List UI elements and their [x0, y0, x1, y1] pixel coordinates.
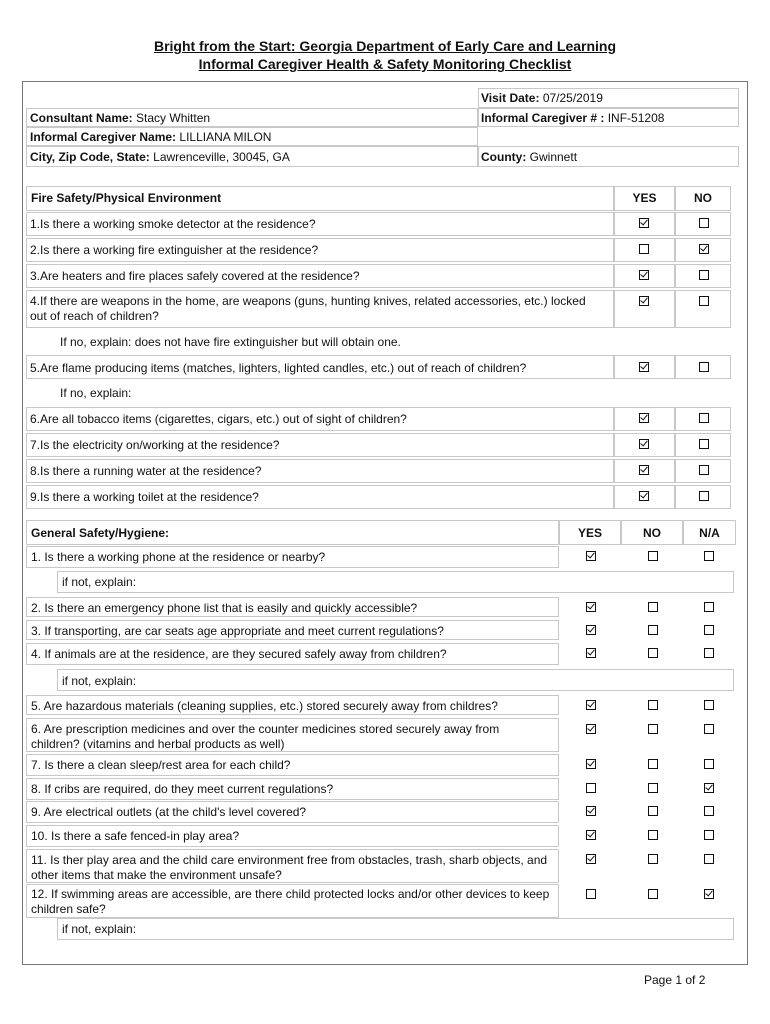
- general-yes-header: YES: [577, 526, 602, 540]
- general-explain-12-box: [57, 918, 734, 940]
- fire-q5-yes-checkbox[interactable]: [639, 362, 649, 372]
- page-subtitle: Informal Caregiver Health & Safety Monitoring Checklist: [198, 56, 572, 72]
- fire-q7-yes-checkbox[interactable]: [639, 439, 649, 449]
- fire-q3-yes-checkbox[interactable]: [639, 270, 649, 280]
- fire-q5-no-checkbox[interactable]: [699, 362, 709, 372]
- general-q6-na-checkbox[interactable]: [704, 724, 714, 734]
- general-question-6: 6. Are prescription medicines and over the counter medicines stored securely away from children? (vitamins and herbal products as well): [31, 722, 500, 751]
- fire-q8-yes-checkbox[interactable]: [639, 465, 649, 475]
- fire-question-5: 5.Are flame producing items (matches, lighters, lighted candles, etc.) out of reach of children?: [30, 361, 527, 375]
- general-question-11: 11. Is ther play area and the child care environment free from obstacles, trash, sharb objects, and other items that make the environment unsafe?: [31, 853, 548, 882]
- general-q11-na-checkbox[interactable]: [704, 854, 714, 864]
- general-q3-na-checkbox[interactable]: [704, 625, 714, 635]
- fire-q6-no-checkbox[interactable]: [699, 413, 709, 423]
- fire-question-8: 8.Is there a running water at the residence?: [30, 464, 262, 478]
- general-q7-no-checkbox[interactable]: [648, 759, 658, 769]
- general-q5-yes-checkbox[interactable]: [586, 700, 596, 710]
- fire-question-6: 6.Are all tobacco items (cigarettes, cigars, etc.) out of sight of children?: [30, 412, 407, 426]
- general-q8-yes-checkbox[interactable]: [586, 783, 596, 793]
- caregiver-number-field: Informal Caregiver # : INF-51208: [481, 111, 665, 125]
- general-explain-4: if not, explain:: [62, 674, 137, 688]
- general-q4-no-checkbox[interactable]: [648, 648, 658, 658]
- fire-question-7: 7.Is the electricity on/working at the residence?: [30, 438, 280, 452]
- general-question-8: 8. If cribs are required, do they meet current regulations?: [31, 782, 334, 796]
- general-q3-no-checkbox[interactable]: [648, 625, 658, 635]
- fire-yes-header: YES: [632, 191, 657, 205]
- general-q11-yes-checkbox[interactable]: [586, 854, 596, 864]
- fire-no-header: NO: [694, 191, 712, 205]
- general-no-header: NO: [643, 526, 661, 540]
- fire-q4-yes-checkbox[interactable]: [639, 296, 649, 306]
- fire-q2-no-checkbox[interactable]: [699, 244, 709, 254]
- fire-question-9: 9.Is there a working toilet at the residence?: [30, 490, 259, 504]
- fire-question-2: 2.Is there a working fire extinguisher at the residence?: [30, 243, 319, 257]
- general-q1-na-checkbox[interactable]: [704, 551, 714, 561]
- general-q8-na-checkbox[interactable]: [704, 783, 714, 793]
- general-question-3: 3. If transporting, are car seats age appropriate and meet current regulations?: [31, 624, 444, 638]
- general-question-12: 12. If swimming areas are accessible, are there child protected locks and/or other devices to keep children safe?: [31, 887, 550, 916]
- general-question-10: 10. Is there a safe fenced-in play area?: [31, 829, 240, 843]
- general-q12-no-checkbox[interactable]: [648, 889, 658, 899]
- fire-explain-4: If no, explain: does not have fire extinguisher but will obtain one.: [60, 335, 401, 349]
- general-q8-no-checkbox[interactable]: [648, 783, 658, 793]
- caregiver-name-field: Informal Caregiver Name: LILLIANA MILON: [30, 130, 272, 144]
- fire-q4-no-checkbox[interactable]: [699, 296, 709, 306]
- general-question-9: 9. Are electrical outlets (at the child's level covered?: [31, 805, 307, 819]
- page-number: Page 1 of 2: [644, 973, 706, 987]
- general-q10-yes-checkbox[interactable]: [586, 830, 596, 840]
- general-q3-yes-checkbox[interactable]: [586, 625, 596, 635]
- fire-section-heading: Fire Safety/Physical Environment: [31, 191, 222, 205]
- general-q5-no-checkbox[interactable]: [648, 700, 658, 710]
- fire-question-4: 4.If there are weapons in the home, are weapons (guns, hunting knives, related accessories, etc.) locked out of reach of children?: [30, 294, 586, 323]
- general-q11-no-checkbox[interactable]: [648, 854, 658, 864]
- fire-q9-no-checkbox[interactable]: [699, 491, 709, 501]
- general-explain-1-box: [57, 571, 734, 593]
- fire-explain-5: If no, explain:: [60, 386, 132, 400]
- general-q6-no-checkbox[interactable]: [648, 724, 658, 734]
- general-q5-na-checkbox[interactable]: [704, 700, 714, 710]
- general-q7-na-checkbox[interactable]: [704, 759, 714, 769]
- fire-q2-yes-checkbox[interactable]: [639, 244, 649, 254]
- general-q12-na-checkbox[interactable]: [704, 889, 714, 899]
- city-field: City, Zip Code, State: Lawrenceville, 30045, GA: [30, 150, 290, 164]
- general-explain-1: if not, explain:: [62, 575, 137, 589]
- general-question-5: 5. Are hazardous materials (cleaning supplies, etc.) stored securely away from childres?: [31, 699, 498, 713]
- general-q9-no-checkbox[interactable]: [648, 806, 658, 816]
- general-explain-12: if not, explain:: [62, 922, 137, 936]
- fire-question-3: 3.Are heaters and fire places safely covered at the residence?: [30, 269, 360, 283]
- general-q7-yes-checkbox[interactable]: [586, 759, 596, 769]
- general-q9-yes-checkbox[interactable]: [586, 806, 596, 816]
- fire-q7-no-checkbox[interactable]: [699, 439, 709, 449]
- general-q2-na-checkbox[interactable]: [704, 602, 714, 612]
- general-explain-4-box: [57, 669, 734, 691]
- general-q1-yes-checkbox[interactable]: [586, 551, 596, 561]
- consultant-field: Consultant Name: Stacy Whitten: [30, 111, 211, 125]
- general-q9-na-checkbox[interactable]: [704, 806, 714, 816]
- page-title: Bright from the Start: Georgia Department of Early Care and Learning: [153, 38, 617, 54]
- general-q10-no-checkbox[interactable]: [648, 830, 658, 840]
- fire-q1-yes-checkbox[interactable]: [639, 218, 649, 228]
- county-field: County: Gwinnett: [481, 150, 578, 164]
- fire-question-1: 1.Is there a working smoke detector at the residence?: [30, 217, 316, 231]
- general-question-2: 2. Is there an emergency phone list that is easily and quickly accessible?: [31, 601, 418, 615]
- general-q6-yes-checkbox[interactable]: [586, 724, 596, 734]
- general-na-header: N/A: [699, 526, 720, 540]
- general-q10-na-checkbox[interactable]: [704, 830, 714, 840]
- fire-q1-no-checkbox[interactable]: [699, 218, 709, 228]
- fire-q9-yes-checkbox[interactable]: [639, 491, 649, 501]
- general-question-1: 1. Is there a working phone at the residence or nearby?: [31, 550, 326, 564]
- general-q12-yes-checkbox[interactable]: [586, 889, 596, 899]
- general-q1-no-checkbox[interactable]: [648, 551, 658, 561]
- fire-q3-no-checkbox[interactable]: [699, 270, 709, 280]
- fire-q8-no-checkbox[interactable]: [699, 465, 709, 475]
- visit-date-field: Visit Date: 07/25/2019: [481, 91, 603, 105]
- general-q2-no-checkbox[interactable]: [648, 602, 658, 612]
- general-q4-yes-checkbox[interactable]: [586, 648, 596, 658]
- general-q2-yes-checkbox[interactable]: [586, 602, 596, 612]
- general-question-4: 4. If animals are at the residence, are they secured safely away from children?: [31, 647, 447, 661]
- general-question-7: 7. Is there a clean sleep/rest area for each child?: [31, 758, 291, 772]
- general-section-heading: General Safety/Hygiene:: [31, 526, 170, 540]
- fire-q6-yes-checkbox[interactable]: [639, 413, 649, 423]
- general-q4-na-checkbox[interactable]: [704, 648, 714, 658]
